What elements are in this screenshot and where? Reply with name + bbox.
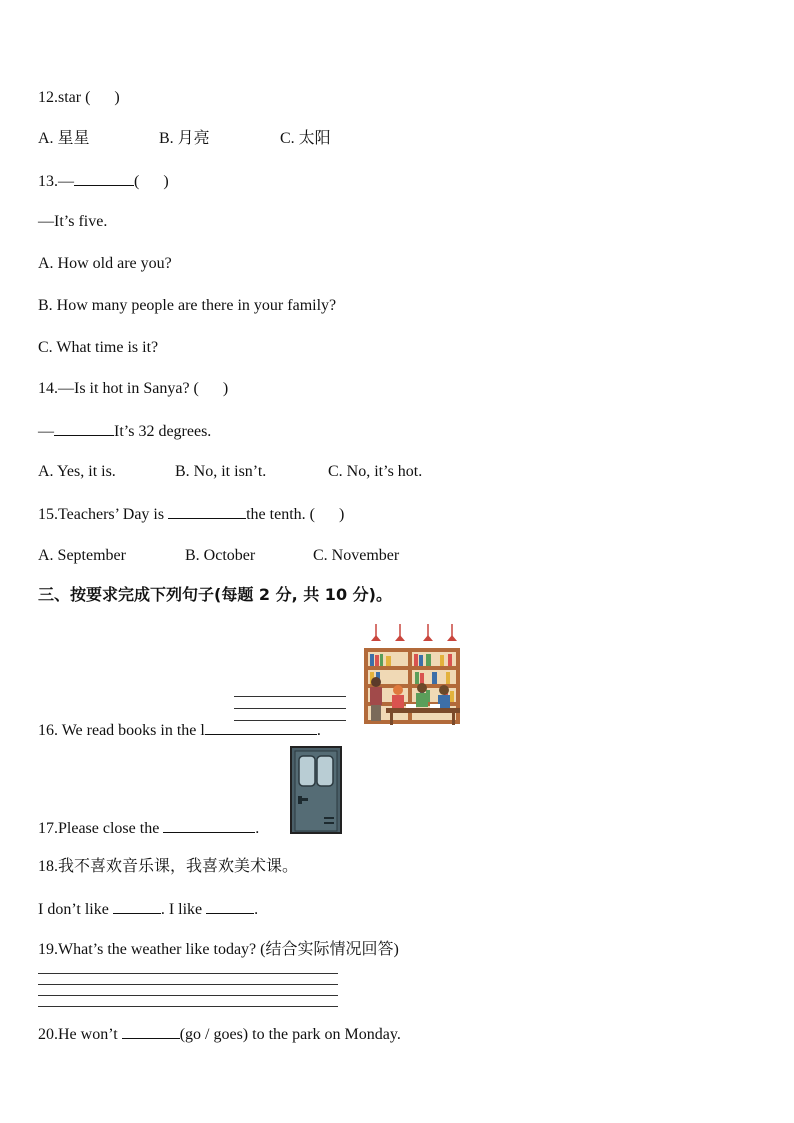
q14-blank[interactable] (54, 421, 114, 436)
q15-stem (38, 504, 344, 525)
q14-option-a[interactable]: A. Yes, it is. (38, 463, 116, 480)
q17-stem (38, 818, 259, 839)
q12-option-c[interactable]: C. 太阳 (280, 130, 331, 147)
q16-rule (234, 696, 346, 697)
q13-stem (38, 171, 169, 192)
q12-stem: 12.star ( ) (38, 89, 120, 106)
q14-response (38, 421, 211, 442)
q20-blank[interactable] (122, 1024, 180, 1039)
q12-option-b[interactable]: B. 月亮 (159, 130, 210, 147)
q17-pre: 17.Please close the (38, 820, 160, 837)
q19-answer-line[interactable] (38, 1006, 338, 1007)
q16-end: . (316, 722, 321, 739)
q13-number: 13.— (38, 173, 74, 190)
q12-option-a[interactable]: A. 星星 (38, 130, 90, 147)
q15-post: the tenth. ( ) (246, 506, 345, 523)
q17-end: . (255, 820, 260, 837)
section-3-title: 三、按要求完成下列句子(每题 2 分, 共 10 分)。 (38, 585, 392, 604)
q16-stem (38, 720, 321, 741)
q12-options (38, 129, 331, 149)
q15-option-a[interactable]: A. September (38, 547, 126, 564)
q16-blank[interactable] (205, 720, 317, 735)
q19-answer-line[interactable] (38, 984, 338, 985)
q15-options (38, 546, 399, 566)
q14-option-c[interactable]: C. No, it’s hot. (328, 463, 423, 480)
q17-blank[interactable] (163, 818, 255, 833)
q19-answer-line[interactable] (38, 973, 338, 974)
library-illustration-icon (360, 624, 464, 728)
q16-pre: 16. We read books in the l (38, 722, 205, 739)
q18-prompt: 18.我不喜欢音乐课，我喜欢美术课。 (38, 858, 299, 875)
q15-option-b[interactable]: B. October (185, 547, 256, 564)
q18-end: . (254, 901, 259, 918)
door-illustration-icon (290, 746, 342, 834)
q18-blank-2[interactable] (206, 899, 254, 914)
q13-option-a[interactable]: A. How old are you? (38, 255, 172, 272)
q20-pre: 20.He won’t (38, 1026, 118, 1043)
q14-stem: 14.—Is it hot in Sanya? ( ) (38, 380, 229, 397)
q16-rule (234, 708, 346, 709)
q18-sentence (38, 899, 258, 920)
q18-blank-1[interactable] (113, 899, 161, 914)
q14-options (38, 462, 422, 482)
q18-part-1: I don’t like (38, 901, 109, 918)
q13-option-b[interactable]: B. How many people are there in your family? (38, 297, 337, 314)
q15-blank[interactable] (168, 504, 246, 519)
q13-answer: —It’s five. (38, 213, 108, 230)
q20-stem (38, 1024, 401, 1045)
q13-paren: ( ) (134, 173, 169, 190)
q14-option-b[interactable]: B. No, it isn’t. (175, 463, 267, 480)
q15-option-c[interactable]: C. November (313, 547, 400, 564)
q13-option-c[interactable]: C. What time is it? (38, 339, 159, 356)
q14-rest: It’s 32 degrees. (114, 423, 212, 440)
q18-part-2: . I like (160, 901, 203, 918)
q19-answer-line[interactable] (38, 995, 338, 996)
q13-blank[interactable] (74, 171, 134, 186)
q19-prompt: 19.What’s the weather like today? (结合实际情况回答) (38, 941, 399, 958)
q14-dash: — (38, 423, 54, 440)
q20-post: (go / goes) to the park on Monday. (179, 1026, 401, 1043)
q15-pre: 15.Teachers’ Day is (38, 506, 165, 523)
